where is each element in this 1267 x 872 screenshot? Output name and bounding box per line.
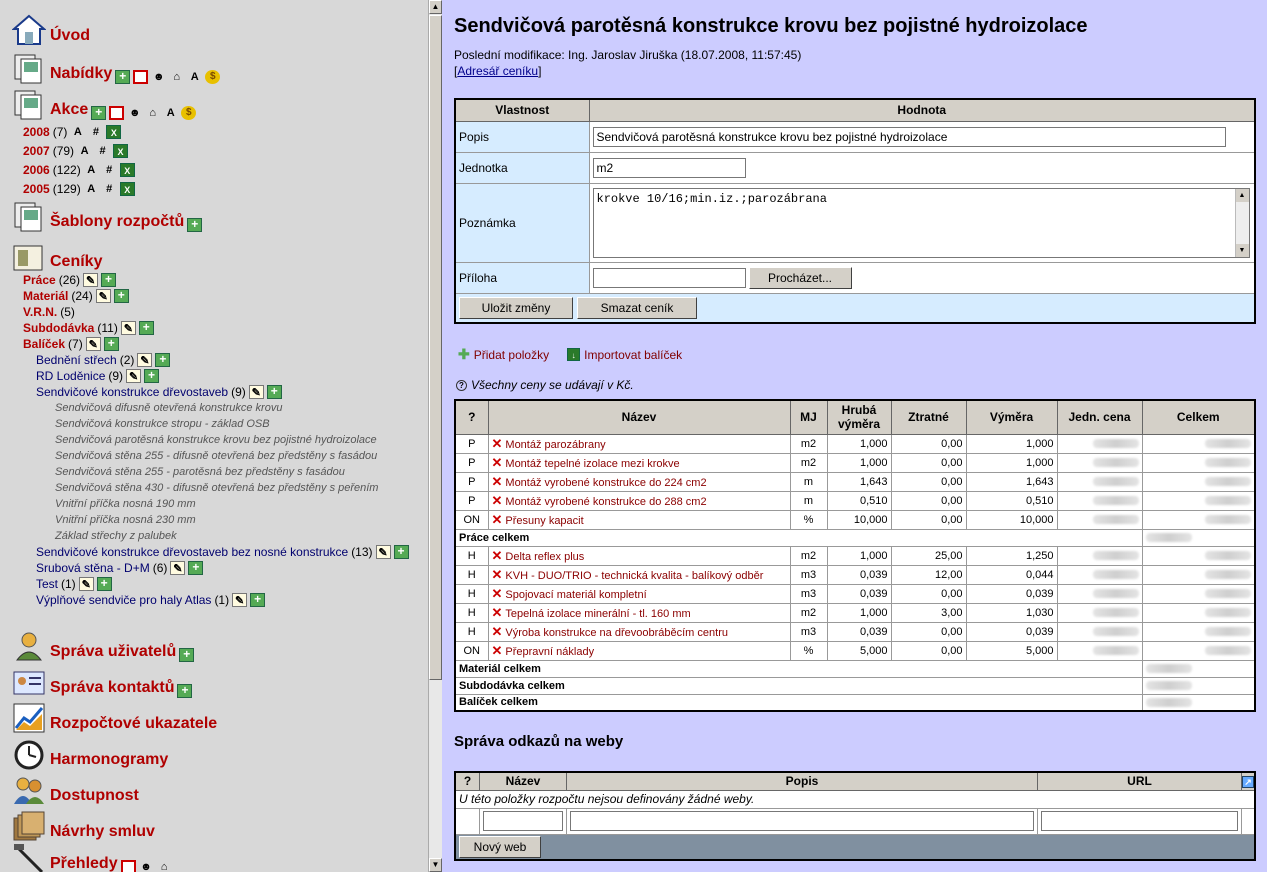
nav-section-prehledy[interactable]: Přehledy ☻ ⌂: [12, 842, 172, 872]
font-icon[interactable]: A: [73, 126, 82, 138]
item-type: ON: [455, 510, 488, 529]
add-icon[interactable]: +: [267, 385, 282, 399]
edit-icon[interactable]: ✎: [79, 577, 94, 591]
empty-message: U této položky rozpočtu nejsou definovány žádné weby.: [455, 790, 1255, 808]
edit-icon[interactable]: ✎: [249, 385, 264, 399]
edit-icon[interactable]: ✎: [376, 545, 391, 559]
item-type: H: [455, 565, 488, 584]
item-unit: m2: [790, 546, 827, 565]
hidden-price: [1205, 439, 1251, 448]
year-item[interactable]: 2008 (7) A # X: [23, 125, 121, 139]
nav-section-ceniky[interactable]: Ceníky: [12, 240, 102, 272]
item-quantity: 1,000: [966, 453, 1057, 472]
delete-icon[interactable]: ✕: [491, 492, 503, 508]
hidden-price: [1146, 698, 1192, 707]
hash-icon[interactable]: #: [106, 164, 113, 176]
delete-icon[interactable]: ✕: [491, 547, 503, 563]
item-name[interactable]: KVH - DUO/TRIO - technická kvalita - balíkový odběr: [505, 569, 764, 582]
properties-table: [454, 98, 1256, 324]
item-name[interactable]: Přepravní náklady: [505, 645, 595, 658]
hidden-price: [1093, 477, 1139, 486]
pricelist-icon: [12, 240, 46, 272]
browse-button[interactable]: Procházet...: [749, 267, 852, 289]
year-item[interactable]: 2007 (79) A # X: [23, 144, 128, 158]
hidden-price: [1205, 496, 1251, 505]
tools-icon: [12, 842, 46, 872]
scroll-down-icon[interactable]: ▼: [429, 858, 442, 872]
column-header-gross[interactable]: Hrubá výměra: [827, 400, 891, 434]
add-icon[interactable]: +: [114, 289, 129, 303]
subcategory-item[interactable]: Srubová stěna - D+M (6) ✎ +: [36, 561, 203, 575]
template-item[interactable]: Sendvičová difusně otevřená konstrukce krovu: [55, 402, 283, 414]
money-icon[interactable]: $: [205, 70, 220, 84]
hidden-price: [1205, 551, 1251, 560]
category-item-balicek[interactable]: Balíček (7) ✎ +: [23, 337, 119, 351]
label-poznamka: Poznámka: [455, 183, 589, 262]
item-quantity: 0,039: [966, 584, 1057, 603]
column-header-name[interactable]: Název: [488, 400, 790, 434]
hidden-price: [1093, 646, 1139, 655]
item-unit: m3: [790, 565, 827, 584]
hidden-price: [1205, 646, 1251, 655]
font-icon[interactable]: A: [87, 183, 96, 195]
delete-icon[interactable]: ✕: [491, 511, 503, 527]
year-item[interactable]: 2006 (122) A # X: [23, 163, 135, 177]
label-priloha: Příloha: [455, 262, 589, 293]
hidden-price: [1093, 608, 1139, 617]
edit-icon[interactable]: ✎: [137, 353, 152, 367]
textarea-scrollbar[interactable]: [1235, 189, 1249, 257]
add-icon[interactable]: +: [179, 648, 194, 662]
hidden-price: [1205, 458, 1251, 467]
subcategory-item[interactable]: Výplňové sendviče pro haly Atlas (1) ✎ +: [36, 593, 265, 607]
item-quantity: 1,030: [966, 603, 1057, 622]
new-web-url-input[interactable]: [1041, 811, 1238, 831]
category-item-material[interactable]: Materiál (24) ✎ +: [23, 289, 129, 303]
open-external-icon[interactable]: ↗: [1242, 776, 1254, 788]
table-row[interactable]: [455, 622, 1255, 641]
excel-icon[interactable]: X: [120, 163, 135, 177]
labor-items: [455, 434, 1255, 529]
item-name[interactable]: Montáž parozábrany: [505, 438, 606, 451]
nav-section-sablony[interactable]: Šablony rozpočtů +: [12, 200, 202, 232]
item-unit: m: [790, 491, 827, 510]
money-icon[interactable]: $: [181, 106, 196, 120]
column-header-type[interactable]: ?: [455, 400, 488, 434]
hidden-price: [1093, 458, 1139, 467]
subcategory-item[interactable]: Sendvičové konstrukce dřevostaveb bez nosné konstrukce (13) ✎ +: [36, 545, 409, 559]
delete-icon[interactable]: ✕: [491, 642, 503, 658]
delete-pricelist-button[interactable]: Smazat ceník: [577, 297, 697, 319]
column-header-url: URL: [1038, 772, 1242, 790]
add-icon[interactable]: +: [91, 106, 106, 120]
summary-row: Práce celkem: [455, 529, 1255, 546]
hidden-price: [1146, 681, 1192, 690]
delete-icon[interactable]: ✕: [491, 585, 503, 601]
item-unit: m2: [790, 603, 827, 622]
category-item-prace[interactable]: Práce (26) ✎ +: [23, 273, 116, 287]
scrollbar-thumb[interactable]: [429, 15, 442, 680]
item-type: P: [455, 434, 488, 453]
column-header-q: ?: [455, 772, 480, 790]
item-loss: 0,00: [891, 510, 966, 529]
item-name[interactable]: Montáž vyrobené konstrukce do 224 cm2: [505, 476, 707, 489]
item-type: P: [455, 453, 488, 472]
summary-row: Materiál celkem: [455, 660, 1255, 677]
item-gross-quantity: 1,000: [827, 453, 891, 472]
item-quantity: 1,643: [966, 472, 1057, 491]
calendar-icon[interactable]: [133, 70, 148, 84]
add-icon[interactable]: +: [101, 273, 116, 287]
calendar-icon[interactable]: [121, 860, 136, 872]
hidden-price: [1093, 515, 1139, 524]
item-quantity: 5,000: [966, 641, 1057, 660]
item-loss: 12,00: [891, 565, 966, 584]
hidden-price: [1146, 533, 1192, 542]
table-row[interactable]: [455, 453, 1255, 472]
excel-icon[interactable]: X: [106, 125, 121, 139]
hidden-price: [1205, 627, 1251, 636]
table-row[interactable]: [455, 434, 1255, 453]
item-quantity: 0,044: [966, 565, 1057, 584]
left-navigation-panel: [0, 0, 428, 872]
item-gross-quantity: 1,643: [827, 472, 891, 491]
add-icon[interactable]: +: [394, 545, 409, 559]
scroll-up-icon[interactable]: ▲: [429, 0, 442, 14]
scroll-down-icon[interactable]: ▼: [1236, 244, 1249, 257]
item-unit: m: [790, 472, 827, 491]
item-unit: m3: [790, 584, 827, 603]
folders-icon: [12, 810, 46, 842]
item-gross-quantity: 0,510: [827, 491, 891, 510]
subcategory-item[interactable]: Test (1) ✎ +: [36, 577, 112, 591]
item-loss: 3,00: [891, 603, 966, 622]
template-item[interactable]: Vnitřní příčka nosná 230 mm: [55, 514, 196, 526]
main-content: [442, 0, 1267, 872]
item-loss: 25,00: [891, 546, 966, 565]
edit-icon[interactable]: ✎: [170, 561, 185, 575]
scroll-up-icon[interactable]: ▲: [1236, 189, 1249, 202]
table-row[interactable]: [455, 510, 1255, 529]
column-header-total[interactable]: Celkem: [1142, 400, 1255, 434]
font-icon[interactable]: A: [190, 71, 199, 83]
year-item[interactable]: 2005 (129) A # X: [23, 182, 135, 196]
template-item[interactable]: Sendvičová stěna 255 - difusně otevřená bez předstěny s fasádou: [55, 450, 378, 462]
item-gross-quantity: 1,000: [827, 434, 891, 453]
hidden-price: [1093, 627, 1139, 636]
house-icon[interactable]: ⌂: [173, 71, 181, 83]
web-links-table: [454, 771, 1256, 861]
hidden-price: [1093, 496, 1139, 505]
hidden-price: [1205, 477, 1251, 486]
web-links-title: Správa odkazů na weby: [454, 733, 624, 750]
edit-icon[interactable]: ✎: [83, 273, 98, 287]
calendar-icon[interactable]: [109, 106, 124, 120]
item-loss: 0,00: [891, 434, 966, 453]
add-icon[interactable]: +: [115, 70, 130, 84]
column-header-loss[interactable]: Ztratné: [891, 400, 966, 434]
item-type: ON: [455, 641, 488, 660]
item-quantity: 0,510: [966, 491, 1057, 510]
add-icon[interactable]: +: [144, 369, 159, 383]
documents-icon: [12, 200, 46, 232]
font-icon[interactable]: A: [80, 145, 89, 157]
nav-section-nabidky[interactable]: Nabídky + ☻ ⌂ A $: [12, 52, 220, 84]
add-icon[interactable]: +: [155, 353, 170, 367]
label-jednotka: Jednotka: [455, 152, 589, 183]
hidden-price: [1093, 570, 1139, 579]
hidden-price: [1205, 515, 1251, 524]
template-item[interactable]: Vnitřní příčka nosná 190 mm: [55, 498, 196, 510]
template-item[interactable]: Sendvičová parotěsná konstrukce krovu bez pojistné hydroizolace: [55, 434, 377, 446]
import-package-link[interactable]: Importovat balíček: [584, 347, 683, 362]
jednotka-input[interactable]: [593, 158, 746, 178]
item-gross-quantity: 0,039: [827, 565, 891, 584]
nav-section-sprava-kontaktu[interactable]: Správa kontaktů +: [12, 666, 192, 698]
chart-icon: [12, 702, 46, 734]
hash-icon[interactable]: #: [106, 183, 113, 195]
left-panel-scrollbar[interactable]: [428, 0, 442, 872]
import-icon: ↓: [567, 348, 580, 361]
add-icon[interactable]: +: [104, 337, 119, 351]
item-loss: 0,00: [891, 584, 966, 603]
delete-icon[interactable]: ✕: [491, 566, 503, 582]
excel-icon[interactable]: X: [113, 144, 128, 158]
template-item[interactable]: Sendvičová stěna 255 - parotěsná bez předstěny s fasádou: [55, 466, 345, 478]
page-title: Sendvičová parotěsná konstrukce krovu bez pojistné hydroizolace: [454, 15, 1088, 37]
add-icon[interactable]: +: [97, 577, 112, 591]
item-loss: 0,00: [891, 472, 966, 491]
item-name[interactable]: Montáž tepelné izolace mezi krokve: [505, 457, 680, 470]
nav-section-uvod[interactable]: Úvod: [12, 14, 90, 46]
table-row[interactable]: [455, 603, 1255, 622]
back-to-pricelist-link[interactable]: Adresář ceníku: [457, 64, 539, 78]
documents-icon: [12, 88, 46, 120]
edit-icon[interactable]: ✎: [96, 289, 111, 303]
item-loss: 0,00: [891, 641, 966, 660]
font-icon[interactable]: A: [166, 107, 175, 119]
column-header-value: Hodnota: [589, 99, 1255, 121]
add-icon[interactable]: +: [139, 321, 154, 335]
add-items-link[interactable]: Přidat položky: [473, 347, 550, 362]
item-loss: 0,00: [891, 491, 966, 510]
hidden-price: [1205, 570, 1251, 579]
hidden-price: [1205, 589, 1251, 598]
excel-icon[interactable]: X: [120, 182, 135, 196]
hidden-price: [1093, 551, 1139, 560]
hidden-price: [1093, 589, 1139, 598]
item-name[interactable]: Delta reflex plus: [505, 550, 585, 563]
hash-icon[interactable]: #: [92, 126, 99, 138]
item-quantity: 1,000: [966, 434, 1057, 453]
hash-icon[interactable]: #: [99, 145, 106, 157]
item-type: H: [455, 546, 488, 565]
item-name[interactable]: Přesuny kapacit: [505, 514, 584, 527]
delete-icon[interactable]: ✕: [491, 604, 503, 620]
item-loss: 0,00: [891, 453, 966, 472]
item-name[interactable]: Výroba konstrukce na dřevoobráběcím centru: [505, 626, 728, 639]
poznamka-textarea[interactable]: krokve 10/16;min.iz.;parozábrana ▲ ▼: [593, 188, 1250, 258]
subcategory-item[interactable]: Bednění střech (2) ✎ +: [36, 353, 170, 367]
table-row[interactable]: [455, 546, 1255, 565]
delete-icon[interactable]: ✕: [491, 623, 503, 639]
person-icon[interactable]: ☻: [128, 107, 141, 119]
item-unit: %: [790, 641, 827, 660]
hidden-price: [1093, 439, 1139, 448]
summary-row: Balíček celkem: [455, 694, 1255, 711]
item-type: H: [455, 622, 488, 641]
item-unit: m3: [790, 622, 827, 641]
item-unit: m2: [790, 434, 827, 453]
add-icon[interactable]: +: [187, 218, 202, 232]
edit-icon[interactable]: ✎: [232, 593, 247, 607]
material-items: [455, 546, 1255, 660]
column-header-web-popis: Popis: [567, 772, 1038, 790]
item-gross-quantity: 0,039: [827, 622, 891, 641]
person-icon[interactable]: ☻: [152, 71, 165, 83]
new-web-button[interactable]: Nový web: [459, 836, 541, 858]
nav-section-smlouvy[interactable]: Návrhy smluv: [12, 810, 155, 842]
item-type: P: [455, 491, 488, 510]
nav-section-sprava-uzivatelu[interactable]: Správa uživatelů +: [12, 630, 194, 662]
item-type: H: [455, 584, 488, 603]
edit-icon[interactable]: ✎: [126, 369, 141, 383]
item-type: H: [455, 603, 488, 622]
house-icon[interactable]: ⌂: [149, 107, 157, 119]
delete-icon[interactable]: ✕: [491, 454, 503, 470]
item-unit: m2: [790, 453, 827, 472]
new-web-popis-input[interactable]: [570, 811, 1034, 831]
priloha-file-input[interactable]: [593, 268, 746, 288]
table-row[interactable]: [455, 584, 1255, 603]
font-icon[interactable]: A: [87, 164, 96, 176]
item-gross-quantity: 1,000: [827, 603, 891, 622]
nav-section-dostupnost[interactable]: Dostupnost: [12, 774, 139, 806]
table-row[interactable]: [455, 491, 1255, 510]
table-row[interactable]: [455, 472, 1255, 491]
category-item-subdodavka[interactable]: Subdodávka (11) ✎ +: [23, 321, 154, 335]
nav-section-akce[interactable]: Akce + ☻ ⌂ A $: [12, 88, 196, 120]
last-modified: Poslední modifikace: Ing. Jaroslav Jiruška (18.07.2008, 11:57:45): [454, 48, 802, 62]
table-row[interactable]: [455, 641, 1255, 660]
table-row[interactable]: [455, 565, 1255, 584]
summary-row: Subdodávka celkem: [455, 677, 1255, 694]
column-header-quantity[interactable]: Výměra: [966, 400, 1057, 434]
breadcrumb: [Adresář ceníku]: [454, 64, 542, 78]
new-web-name-input[interactable]: [483, 811, 563, 831]
item-quantity: 10,000: [966, 510, 1057, 529]
column-header-unit[interactable]: MJ: [790, 400, 827, 434]
item-unit: %: [790, 510, 827, 529]
add-icon[interactable]: +: [188, 561, 203, 575]
category-item-vrn[interactable]: V.R.N. (5): [23, 305, 75, 319]
people-icon: [12, 774, 46, 806]
item-type: P: [455, 472, 488, 491]
house-icon[interactable]: ⌂: [160, 861, 168, 872]
home-icon: [12, 14, 46, 46]
template-item[interactable]: Sendvičová stěna 430 - difusně otevřená bez předstěny s peřením: [55, 482, 379, 494]
item-gross-quantity: 1,000: [827, 546, 891, 565]
clock-icon: [12, 738, 46, 770]
item-gross-quantity: 10,000: [827, 510, 891, 529]
documents-icon: [12, 52, 46, 84]
question-icon: ?: [456, 380, 467, 391]
item-gross-quantity: 5,000: [827, 641, 891, 660]
hidden-price: [1146, 664, 1192, 673]
subcategory-item[interactable]: Sendvičové konstrukce dřevostaveb (9) ✎ +: [36, 385, 282, 399]
actions-bar: [458, 346, 682, 363]
item-name[interactable]: Montáž vyrobené konstrukce do 288 cm2: [505, 495, 707, 508]
template-item[interactable]: Sendvičová konstrukce stropu - základ OSB: [55, 418, 270, 430]
column-header-web-name: Název: [480, 772, 567, 790]
currency-info: ? Všechny ceny se udávají v Kč.: [456, 378, 634, 392]
delete-icon[interactable]: ✕: [491, 473, 503, 489]
contact-card-icon: [12, 666, 46, 698]
nav-section-ukazatele[interactable]: Rozpočtové ukazatele: [12, 702, 217, 734]
column-header-unit-price[interactable]: Jedn. cena: [1057, 400, 1142, 434]
edit-icon[interactable]: ✎: [86, 337, 101, 351]
column-header-property: Vlastnost: [455, 99, 589, 121]
item-name[interactable]: Tepelná izolace minerální - tl. 160 mm: [505, 607, 691, 620]
edit-icon[interactable]: ✎: [121, 321, 136, 335]
add-icon[interactable]: +: [250, 593, 265, 607]
hidden-price: [1205, 608, 1251, 617]
item-name[interactable]: Spojovací materiál kompletní: [505, 588, 647, 601]
label-popis: Popis: [455, 121, 589, 152]
item-quantity: 1,250: [966, 546, 1057, 565]
nav-section-harmonogramy[interactable]: Harmonogramy: [12, 738, 168, 770]
item-gross-quantity: 0,039: [827, 584, 891, 603]
save-button[interactable]: Uložit změny: [459, 297, 573, 319]
item-quantity: 0,039: [966, 622, 1057, 641]
items-table: [454, 399, 1256, 712]
popis-input[interactable]: [593, 127, 1226, 147]
plus-icon: ✚: [458, 346, 470, 362]
template-item[interactable]: Základ střechy z palubek: [55, 530, 177, 542]
subcategory-item[interactable]: RD Loděnice (9) ✎ +: [36, 369, 159, 383]
user-icon: [12, 630, 46, 662]
add-icon[interactable]: +: [177, 684, 192, 698]
person-icon[interactable]: ☻: [140, 861, 152, 872]
item-loss: 0,00: [891, 622, 966, 641]
delete-icon[interactable]: ✕: [491, 435, 503, 451]
